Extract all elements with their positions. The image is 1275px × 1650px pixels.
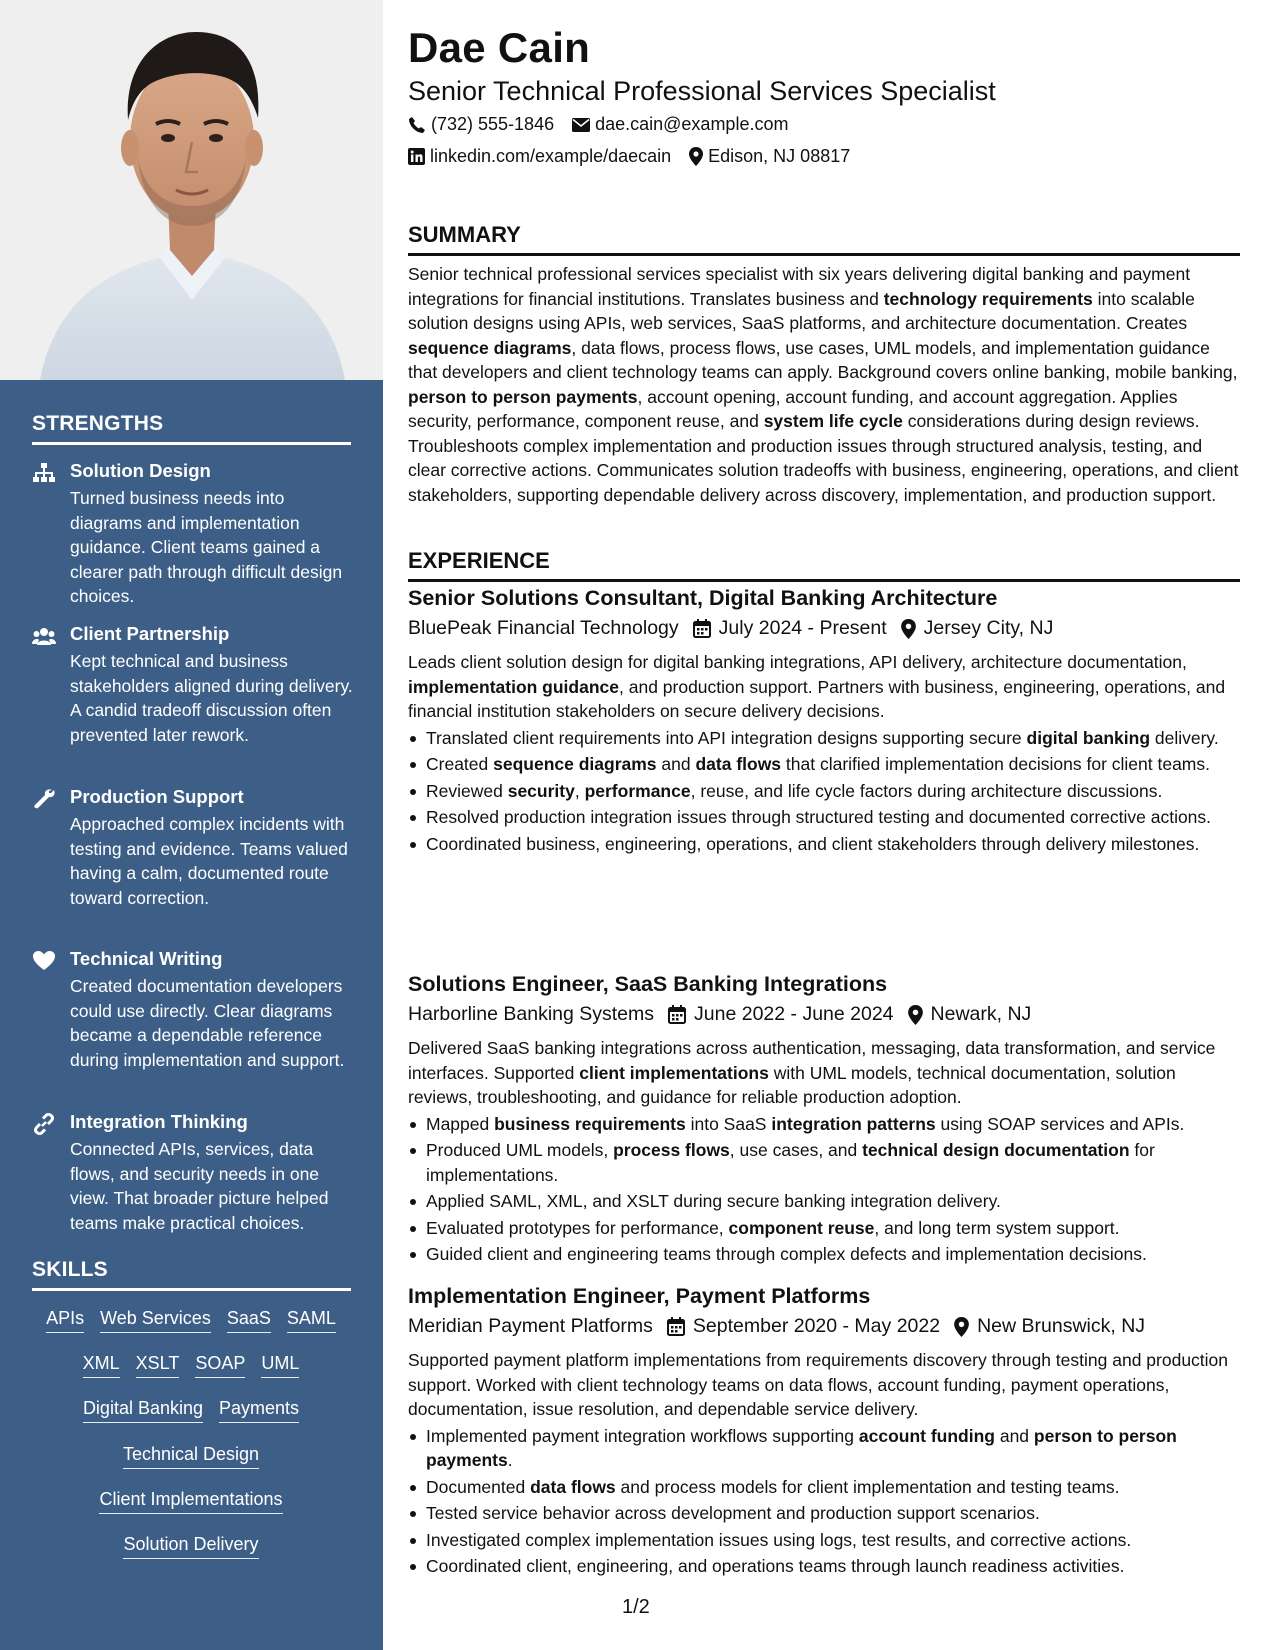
emphasis-text: technology requirements xyxy=(883,288,1093,309)
emphasis-text: component reuse xyxy=(728,1217,875,1238)
job-description xyxy=(408,1348,1240,1422)
job-bullet xyxy=(408,752,1240,777)
job-bullet xyxy=(408,805,1240,830)
skill-tag: APIs xyxy=(46,1308,84,1333)
text-run: Documented xyxy=(426,1476,531,1497)
skill-tag: Digital Banking xyxy=(83,1398,203,1423)
skill-tag: SaaS xyxy=(227,1308,271,1333)
company-name: BluePeak Financial Technology xyxy=(408,617,679,639)
emphasis-text: technical design documentation xyxy=(862,1140,1130,1160)
profile-photo xyxy=(0,0,383,380)
text-run: into SaaS xyxy=(685,1113,772,1134)
text-run: Coordinated client, engineering, and operations teams through launch readiness activities. xyxy=(426,1556,1125,1576)
calendar-icon xyxy=(668,1005,686,1024)
emphasis-text: person to person payments xyxy=(426,1425,1177,1470)
text-run: Evaluated prototypes for performance, xyxy=(426,1217,729,1238)
calendar-icon xyxy=(667,1317,685,1336)
job-bullets xyxy=(408,1424,1240,1579)
skills-row xyxy=(16,1353,366,1378)
emphasis-text: data flows xyxy=(695,754,782,774)
text-run: delivery. xyxy=(1150,727,1219,748)
text-run: , reuse, and life cycle factors during architecture discussions. xyxy=(690,780,1163,801)
text-run: Produced UML models, xyxy=(426,1140,614,1160)
job-bullet xyxy=(408,1112,1240,1137)
text-run: with UML models, technical documentation, solution reviews, troubleshooting, and guidance for reliable production adoption. xyxy=(408,1062,1176,1107)
heart-icon xyxy=(32,950,56,972)
skills-row xyxy=(16,1398,366,1423)
emphasis-text: security xyxy=(507,780,575,801)
strength-title: Integration Thinking xyxy=(70,1111,248,1132)
job-entry xyxy=(408,972,1240,1269)
job-bullet xyxy=(408,1528,1240,1553)
job-bullets xyxy=(408,726,1240,857)
job-dates xyxy=(667,1315,940,1338)
map-pin-icon xyxy=(901,619,916,639)
job-title: Solutions Engineer, SaaS Banking Integrations xyxy=(408,972,888,996)
location-text: Edison, NJ 08817 xyxy=(708,146,851,166)
emphasis-text: business requirements xyxy=(494,1113,686,1134)
text-run: Investigated complex implementation issues using logs, test results, and corrective actions. xyxy=(426,1529,1132,1550)
linkedin-icon xyxy=(408,148,425,165)
text-run: Mapped xyxy=(426,1113,495,1134)
job-bullets xyxy=(408,1112,1240,1267)
strength-title: Technical Writing xyxy=(70,948,223,969)
job-location-text: New Brunswick, NJ xyxy=(977,1315,1146,1337)
skill-tag: Web Services xyxy=(100,1308,211,1333)
strength-title: Production Support xyxy=(70,786,244,807)
text-run: and xyxy=(656,754,696,774)
strength-desc: Created documentation developers could use directly. Clear diagrams became a dependable reference during implementation and support. xyxy=(70,976,345,1070)
job-bullet xyxy=(408,1138,1240,1187)
map-pin-icon xyxy=(689,147,703,166)
text-run: Applied SAML, XML, and XSLT during secure banking integration delivery. xyxy=(426,1191,1001,1211)
text-run: Tested service behavior across development and production support scenarios. xyxy=(426,1503,1040,1523)
text-run: that clarified implementation decisions for client teams. xyxy=(781,754,1210,774)
company-name: Meridian Payment Platforms xyxy=(408,1315,653,1337)
skill-tag: Payments xyxy=(219,1398,299,1423)
job-bullet xyxy=(408,1424,1240,1473)
strength-desc: Kept technical and business stakeholders aligned during delivery. A candid tradeoff discussion often prevented later rework. xyxy=(70,651,353,745)
job-bullet xyxy=(408,1216,1240,1241)
job-dates xyxy=(668,1003,894,1026)
emphasis-text: sequence diagrams xyxy=(408,337,572,358)
job-description xyxy=(408,650,1240,724)
strengths-heading: STRENGTHS xyxy=(32,412,351,445)
linkedin-url: linkedin.com/example/daecain xyxy=(430,146,672,166)
job-location xyxy=(954,1315,1145,1338)
job-bullet xyxy=(408,779,1240,804)
text-run: Leads client solution design for digital banking integrations, API delivery, architecture documentation, xyxy=(408,652,1187,672)
skills-row xyxy=(16,1444,366,1469)
text-run: Implemented payment integration workflows supporting xyxy=(426,1425,859,1446)
job-entry xyxy=(408,1284,1240,1581)
text-run: , account opening, account funding, and account aggregation. Applies security, performance, component reuse, and xyxy=(408,386,1178,431)
skill-tag: UML xyxy=(261,1353,299,1378)
phone-number: (732) 555-1846 xyxy=(431,114,555,134)
map-pin-icon xyxy=(954,1317,969,1337)
skill-tag: SOAP xyxy=(195,1353,245,1378)
page-number: 1/2 xyxy=(622,1596,650,1618)
job-bullet xyxy=(408,1475,1240,1500)
job-bullet xyxy=(408,1501,1240,1526)
experience-heading: EXPERIENCE xyxy=(408,548,1240,582)
sitemap-icon xyxy=(32,462,56,484)
emphasis-text: implementation guidance xyxy=(408,676,619,697)
email-contact xyxy=(572,114,788,135)
text-run: Guided client and engineering teams through complex defects and implementation decisions. xyxy=(426,1244,1147,1264)
calendar-icon xyxy=(693,619,711,638)
job-description xyxy=(408,1036,1240,1110)
job-meta xyxy=(408,617,1240,640)
text-run: Supported payment platform implementations from requirements discovery through testing and production support. Worked with client technology teams on data flows, account funding, payment operations, documentation, issue resolution, and dependable service delivery. xyxy=(408,1350,1229,1419)
summary-text xyxy=(408,262,1240,507)
wrench-icon xyxy=(32,788,56,810)
emphasis-text: performance xyxy=(584,780,691,801)
job-entry xyxy=(408,586,1240,858)
job-location xyxy=(901,617,1054,640)
candidate-name: Dae Cain xyxy=(408,24,591,71)
job-bullet xyxy=(408,726,1240,751)
text-run: Created xyxy=(426,754,494,774)
location-contact xyxy=(689,146,850,167)
job-location-text: Newark, NJ xyxy=(930,1003,1032,1025)
text-run: Coordinated business, engineering, operations, and client stakeholders through delivery milestones. xyxy=(426,833,1200,854)
job-dates-text: September 2020 - May 2022 xyxy=(692,1315,941,1337)
job-title: Implementation Engineer, Payment Platforms xyxy=(408,1284,871,1308)
strength-desc: Connected APIs, services, data flows, and security needs in one view. That broader picture helped teams make practical choices. xyxy=(70,1139,329,1233)
skill-tag: Client Implementations xyxy=(99,1489,282,1514)
emphasis-text: digital banking xyxy=(1026,727,1151,748)
job-bullet xyxy=(408,1554,1240,1579)
link-icon xyxy=(32,1113,56,1135)
job-meta xyxy=(408,1003,1240,1026)
job-bullet xyxy=(408,1189,1240,1214)
text-run: into scalable solution designs using APIs, web services, SaaS platforms, and architecture documentation. Creates xyxy=(408,288,1195,333)
company-name: Harborline Banking Systems xyxy=(408,1003,655,1025)
skill-tag: Solution Delivery xyxy=(123,1534,258,1559)
skill-tag: XSLT xyxy=(136,1353,180,1378)
text-run: , use cases, and xyxy=(729,1140,863,1160)
strength-desc: Turned business needs into diagrams and implementation guidance. Client teams gained a clearer path through difficult design choices. xyxy=(70,488,343,606)
text-run: , xyxy=(574,780,585,801)
text-run: Resolved production integration issues through structured testing and documented corrective actions. xyxy=(426,807,1212,827)
text-run: , and production support. Partners with business, engineering, operations, and financial institution stakeholders on secure delivery decisions. xyxy=(408,676,1226,721)
emphasis-text: sequence diagrams xyxy=(493,754,657,774)
job-dates-text: July 2024 - Present xyxy=(718,617,887,639)
emphasis-text: account funding xyxy=(858,1425,995,1446)
skill-tag: Technical Design xyxy=(123,1444,259,1469)
skills-heading: SKILLS xyxy=(32,1258,351,1291)
text-run: considerations during design reviews. Troubleshoots complex implementation and production issues through structured analysis, testing, and clear corrective actions. Communicates solution tradeoffs with business, engineering, operations, and client stakeholders, supporting dependable delivery across discovery, implementation, and production support. xyxy=(408,411,1239,505)
contact-row-2 xyxy=(408,146,868,167)
contact-row-1 xyxy=(408,114,806,135)
job-dates xyxy=(693,617,887,640)
candidate-role: Senior Technical Professional Services Specialist xyxy=(408,76,996,106)
profile-photo-image xyxy=(0,0,383,380)
emphasis-text: system life cycle xyxy=(763,411,903,431)
skills-row xyxy=(16,1308,366,1333)
text-run: , data flows, process flows, use cases, UML models, and implementation guidance that developers and client technology teams can apply. Background covers online banking, mobile banking, xyxy=(408,337,1238,382)
text-run: Delivered SaaS banking integrations across authentication, messaging, data transformation, and service interfaces. Supported xyxy=(408,1038,1216,1083)
text-run: , and long term system support. xyxy=(874,1217,1120,1238)
email-address: dae.cain@example.com xyxy=(595,114,789,134)
skills-row xyxy=(16,1534,366,1559)
job-dates-text: June 2022 - June 2024 xyxy=(694,1003,894,1025)
strength-desc: Approached complex incidents with testing and evidence. Teams valued having a calm, documented route toward correction. xyxy=(70,814,348,908)
users-icon xyxy=(32,625,56,647)
text-run: and process models for client implementation and testing teams. xyxy=(615,1476,1120,1497)
job-bullet xyxy=(408,832,1240,857)
emphasis-text: person to person payments xyxy=(408,386,638,407)
phone-contact xyxy=(408,114,554,135)
job-bullet xyxy=(408,1242,1240,1267)
text-run: Translated client requirements into API integration designs supporting secure xyxy=(426,727,1027,748)
summary-heading: SUMMARY xyxy=(408,222,1240,256)
text-run: Reviewed xyxy=(426,780,508,801)
text-run: using SOAP services and APIs. xyxy=(935,1113,1185,1134)
linkedin-contact xyxy=(408,146,671,167)
text-run: and xyxy=(994,1425,1034,1446)
strength-title: Client Partnership xyxy=(70,623,230,644)
emphasis-text: process flows xyxy=(613,1140,730,1160)
job-meta xyxy=(408,1315,1240,1338)
skill-tag: XML xyxy=(83,1353,120,1378)
job-title: Senior Solutions Consultant, Digital Banking Architecture xyxy=(408,586,998,610)
skills-row xyxy=(16,1489,366,1514)
sidebar xyxy=(0,0,383,1650)
emphasis-text: integration patterns xyxy=(771,1113,936,1134)
emphasis-text: client implementations xyxy=(579,1062,769,1083)
strength-title: Solution Design xyxy=(70,460,211,481)
skill-tag: SAML xyxy=(287,1308,336,1333)
text-run: Senior technical professional services specialist with six years delivering digital banking and payment integrations for financial institutions. Translates business and xyxy=(408,264,1191,309)
map-pin-icon xyxy=(908,1005,923,1025)
text-run: for implementations. xyxy=(426,1140,1155,1185)
job-location xyxy=(908,1003,1032,1026)
job-location-text: Jersey City, NJ xyxy=(923,617,1054,639)
phone-icon xyxy=(408,116,426,134)
emphasis-text: data flows xyxy=(530,1476,616,1497)
text-run: . xyxy=(507,1450,513,1470)
envelope-icon xyxy=(572,118,590,132)
